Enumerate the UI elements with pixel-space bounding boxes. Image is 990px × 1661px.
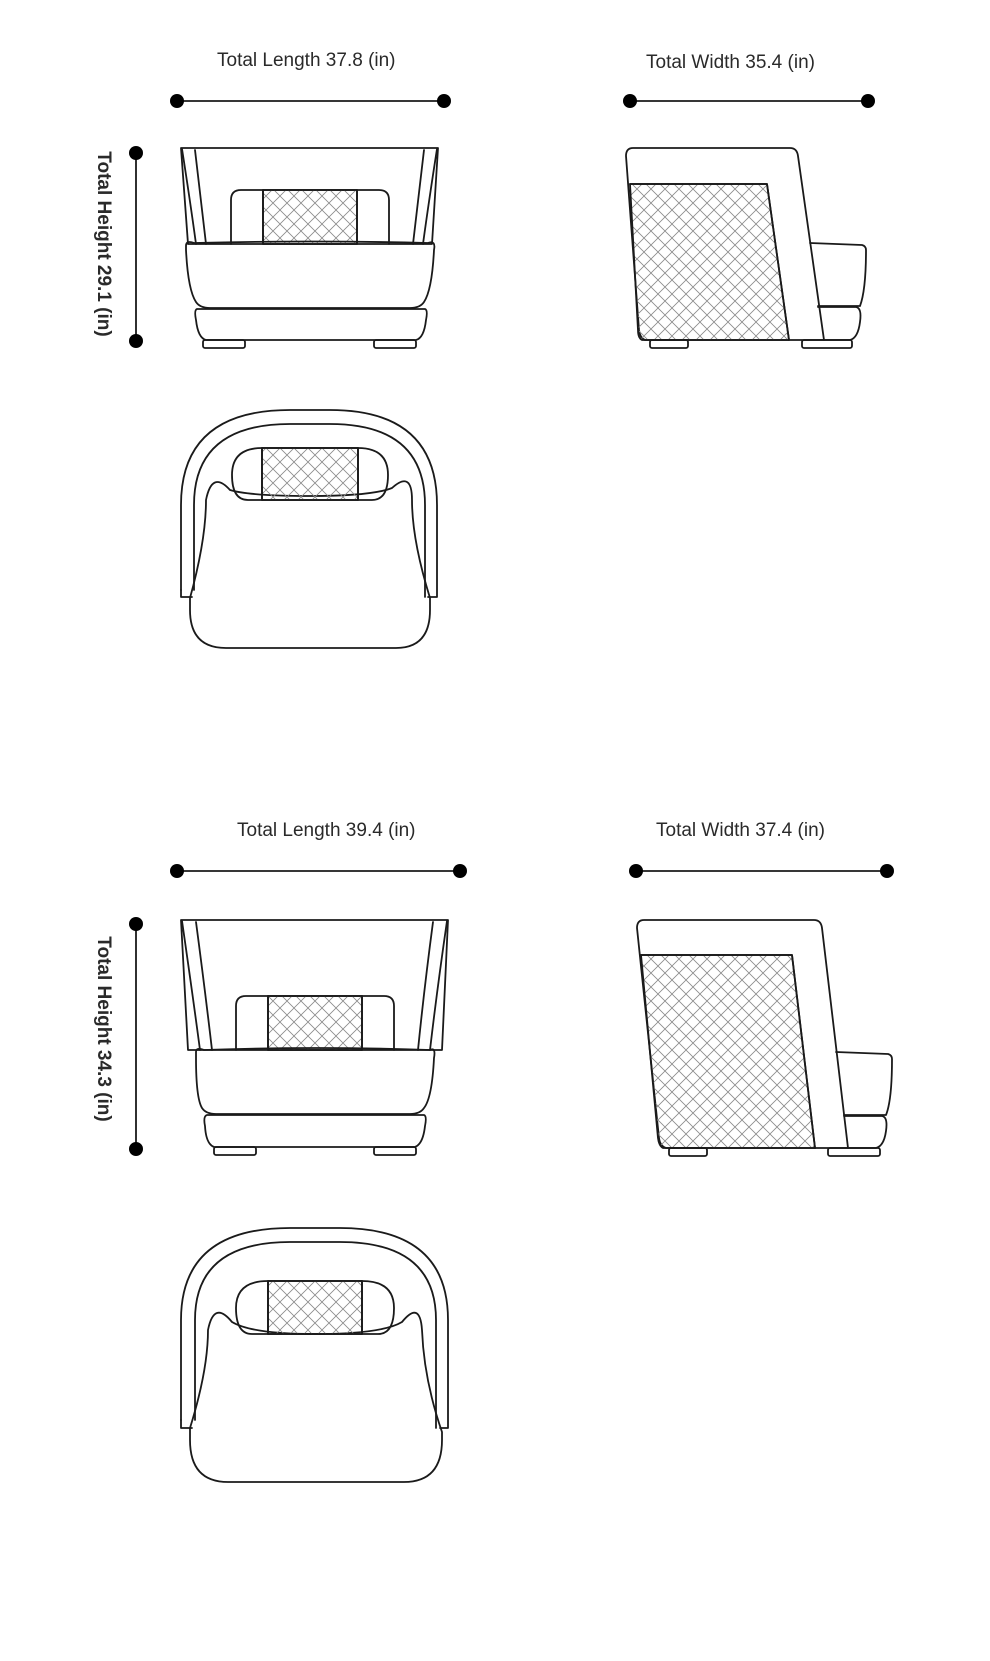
width-dimension-line-2 — [629, 864, 894, 878]
width-label: Total Width 35.4 (in) — [646, 52, 815, 73]
height-label: Total Height 34.3 (in) — [93, 936, 114, 1122]
front-view-chair-1 — [181, 148, 438, 348]
side-view-chair-2 — [637, 920, 892, 1156]
length-dimension-line-1 — [170, 94, 451, 108]
top-view-chair-1 — [181, 410, 437, 648]
height-dimension-line-1 — [129, 146, 143, 348]
top-view-chair-2 — [181, 1228, 448, 1482]
length-label: Total Length 37.8 (in) — [217, 50, 396, 71]
width-dimension-line-1 — [623, 94, 875, 108]
length-dimension-line-2 — [170, 864, 467, 878]
height-label: Total Height 29.1 (in) — [93, 151, 114, 337]
length-label: Total Length 39.4 (in) — [237, 820, 416, 841]
width-label: Total Width 37.4 (in) — [656, 820, 825, 841]
front-view-chair-2 — [181, 920, 448, 1155]
side-view-chair-1 — [626, 148, 866, 348]
height-dimension-line-2 — [129, 917, 143, 1156]
